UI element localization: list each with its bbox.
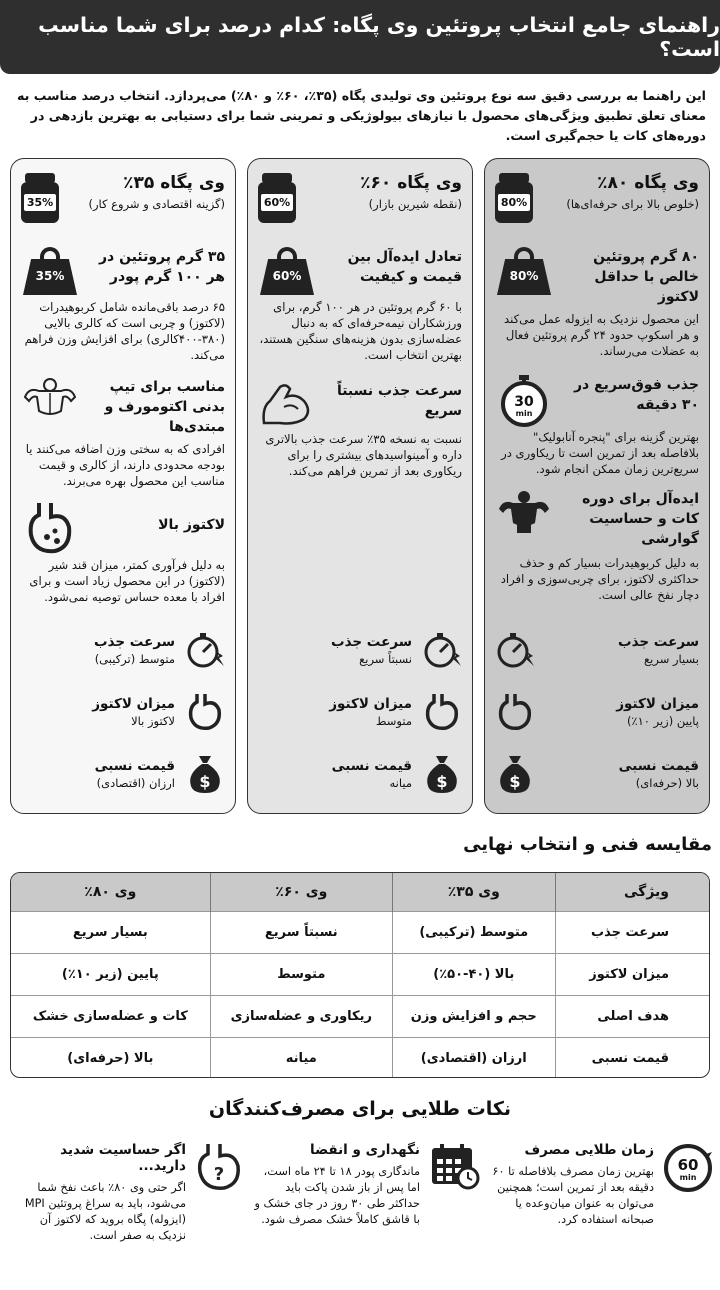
weight-icon: 60% (260, 247, 314, 295)
table-cell: ارزان (اقتصادی) (392, 1037, 555, 1078)
table-header-cell: وی ۳۵٪ (392, 873, 555, 911)
stomach-icon (185, 692, 225, 732)
tip-title: زمان طلایی مصرف (524, 1142, 654, 1158)
table-header-cell: وی ۶۰٪ (210, 873, 392, 911)
tip-storage (252, 1142, 480, 1228)
weight-icon: 80% (497, 247, 551, 295)
stat-lactose: میزان لاکتوز پایین (زیر ۱۰٪) (495, 681, 699, 743)
tip-body: بهترین زمان مصرف بلافاصله تا ۶۰ دقیقه بعد از تمرین است؛ همچنین می‌توان به عنوان میان‌وعده یا صبحانه استفاده کرد. (492, 1165, 654, 1226)
table-row (11, 911, 709, 953)
card-subtitle: (نقطه شیرین بازار) (368, 197, 462, 211)
feature-body: نسبت به نسخه ۳۵٪ سرعت جذب بالاتری داره و آمینواسیدهای بیشتری را برای ریکاوری بعد از تمرین فراهم می‌کند. (265, 432, 462, 478)
feature-body: به دلیل فرآوری کمتر، میزان قند شیر (لاکتوز) در این محصول زیاد است و برای افراد با معده حساس توصیه نمی‌شود. (29, 558, 225, 604)
tip-body: اگر حتی وی ۸۰٪ باعث نفخ شما می‌شود، باید به سراغ پروتئین MPI (ایزوله) پگاه بروید که لاکتوز آن نزدیک به صفر است. (24, 1181, 186, 1242)
card-subtitle: (خلوص بالا برای حرفه‌ای‌ها) (566, 197, 699, 211)
svg-text:$: $ (199, 772, 211, 791)
speed-stopwatch-icon (495, 630, 535, 670)
table-cell: بالا (حرفه‌ای) (11, 1037, 210, 1078)
table-cell: میانه (210, 1037, 392, 1078)
table-cell: متوسط (210, 953, 392, 995)
stat-absorption: سرعت جذب متوسط (ترکیبی) (21, 619, 225, 681)
card-title: وی پگاه ۳۵٪ (123, 173, 225, 193)
card-whey-35 (10, 158, 236, 814)
feature-body: ۶۵ درصد باقی‌مانده شامل کربوهیدرات (لاکتوز) و چربی است که کالری بالایی (۳۸۰-۴۰۰کالری) برای افزایش وزن فراهم می‌کند. (24, 300, 225, 362)
table-cell: حجم و افزایش وزن (392, 995, 555, 1037)
product-cards (10, 158, 710, 814)
flexed-arm-icon (260, 381, 314, 427)
feature-title: ۸۰ گرم پروتئین خالص با حداقل لاکتوز (593, 249, 699, 305)
stat-lactose: میزان لاکتوز متوسط (258, 681, 462, 743)
muscular-torso-icon (21, 377, 79, 421)
stat-price: $ قیمت نسبی ارزان (اقتصادی) (21, 743, 225, 805)
card-whey-80 (484, 158, 710, 814)
table-row (11, 1037, 709, 1078)
comparison-title: مقایسه فنی و انتخاب نهایی (463, 834, 712, 855)
protein-jar-icon: 35% (21, 173, 59, 223)
svg-text:30: 30 (514, 394, 534, 410)
feature-body: افرادی که به سختی وزن اضافه می‌کنند یا بودجه محدودی دارند، از کالری و قیمت مناسب این محصول بهره می‌برند. (25, 442, 225, 488)
money-bag-icon (495, 754, 535, 794)
money-bag-icon (422, 754, 462, 794)
card-title: وی پگاه ۸۰٪ (597, 173, 699, 193)
stomach-icon (495, 692, 535, 732)
tip-title: نگهداری و انقضا (310, 1142, 420, 1158)
feature-body: به دلیل کربوهیدرات بسیار کم و حذف حداکثری لاکتوز، برای چربی‌سوزی و افراد دچار نفخ عالی است. (500, 556, 699, 602)
tips-title: نکات طلایی برای مصرف‌کنندگان (208, 1098, 512, 1120)
table-header-cell: وی ۸۰٪ (11, 873, 210, 911)
table-cell: پایین (زیر ۱۰٪) (11, 953, 210, 995)
feature-body: این محصول نزدیک به ایزوله عمل می‌کند و هر اسکوپ حدود ۲۴ گرم پروتئین فعال به عضلات می‌رساند. (504, 312, 699, 358)
feature-title: لاکتوز بالا (158, 517, 225, 533)
svg-text:$: $ (509, 772, 521, 791)
stomach-icon (25, 501, 75, 557)
feature-title: تعادل ایده‌آل بین قیمت و کیفیت (347, 249, 462, 285)
stomach-icon (422, 692, 462, 732)
table-cell: قیمت نسبی (555, 1037, 709, 1078)
page-title: راهنمای جامع انتخاب پروتئین وی پگاه: کدام درصد برای شما مناسب است؟ (38, 13, 720, 61)
bodybuilder-icon (495, 489, 553, 533)
table-cell: نسبتاً سریع (210, 911, 392, 953)
svg-text:60: 60 (677, 1156, 699, 1174)
tip-timing (486, 1142, 714, 1228)
card-subtitle: (گزینه اقتصادی و شروع کار) (88, 197, 225, 211)
stat-lactose: میزان لاکتوز لاکتوز بالا (21, 681, 225, 743)
tip-sensitivity (18, 1142, 246, 1244)
stat-price: $ قیمت نسبی میانه (258, 743, 462, 805)
stat-price: قیمت نسبی بالا (حرفه‌ای) $ (495, 743, 699, 805)
speed-stopwatch-icon (185, 630, 225, 670)
table-cell: متوسط (ترکیبی) (392, 911, 555, 953)
table-cell: بسیار سریع (11, 911, 210, 953)
stopwatch-30-icon (499, 375, 549, 427)
table-header-cell: ویژگی (555, 873, 709, 911)
stat-absorption: سرعت جذب نسبتاً سریع (258, 619, 462, 681)
protein-jar-icon: 60% (258, 173, 296, 223)
feature-title: مناسب برای تیپ بدنی اکتومورف و مبتدی‌ها (104, 379, 225, 435)
table-cell: بالا (۴۰-۵۰٪) (392, 953, 555, 995)
stomach-question-icon (196, 1142, 246, 1194)
feature-body: بهترین گزینه برای "پنجره آنابولیک" بلافاصله بعد از تمرین است تا ریکاوری در سریع‌ترین زمان ممکن انجام شود. (501, 430, 699, 476)
table-cell: ریکاوری و عضله‌سازی (210, 995, 392, 1037)
money-bag-icon (185, 754, 225, 794)
card-whey-60 (247, 158, 473, 814)
comparison-table (10, 872, 710, 1078)
table-cell: سرعت جذب (555, 911, 709, 953)
table-row (11, 995, 709, 1037)
table-row (11, 953, 709, 995)
card-title: وی پگاه ۶۰٪ (360, 173, 462, 193)
stat-absorption: سرعت جذب بسیار سریع (495, 619, 699, 681)
feature-title: سرعت جذب نسبتاً سریع (336, 383, 462, 419)
clock-60-icon (662, 1142, 714, 1194)
weight-icon: 35% (23, 247, 77, 295)
page-header (0, 0, 720, 74)
speed-stopwatch-icon (422, 630, 462, 670)
svg-text:min: min (515, 409, 533, 418)
table-cell: کات و عضله‌سازی خشک (11, 995, 210, 1037)
feature-title: ۳۵ گرم پروتئین در هر ۱۰۰ گرم پودر (98, 249, 225, 285)
tip-title: اگر حساسیت شدید دارید... (60, 1142, 186, 1174)
feature-title: ایده‌آل برای دوره کات و حساسیت گوارشی (582, 491, 699, 547)
svg-text:$: $ (436, 772, 448, 791)
table-cell: هدف اصلی (555, 995, 709, 1037)
tip-body: ماندگاری پودر ۱۸ تا ۲۴ ماه است، اما پس از باز شدن پاکت باید حداکثر طی ۳۰ روز در جای خشک و با قاشق کاملاً خشک مصرف شود. (254, 1165, 420, 1226)
intro-text: این راهنما به بررسی دقیق سه نوع پروتئین وی تولیدی پگاه (۳۵٪، ۶۰٪ و ۸۰٪) می‌پردازد. انتخاب درصد مناسب به معنای تعلق تطبیق ویژگی‌های محصول با نیازهای بیولوژیکی و تمرینی شما برای دستیابی به بهترین بازدهی در دوره‌های کات یا حجم‌گیری است. (17, 88, 706, 143)
feature-body: با ۶۰ گرم پروتئین در هر ۱۰۰ گرم، برای ورزشکاران نیمه‌حرفه‌ای که به دنبال عضله‌سازی بدون هزینه‌های سنگین هستند، بهترین انتخاب است. (259, 300, 462, 362)
calendar-icon (430, 1142, 480, 1190)
table-cell: میزان لاکتوز (555, 953, 709, 995)
protein-jar-icon: 80% (495, 173, 533, 223)
svg-text:?: ? (213, 1164, 225, 1185)
svg-text:min: min (679, 1173, 697, 1182)
feature-title: جذب فوق‌سریع در ۳۰ دقیقه (574, 377, 699, 413)
